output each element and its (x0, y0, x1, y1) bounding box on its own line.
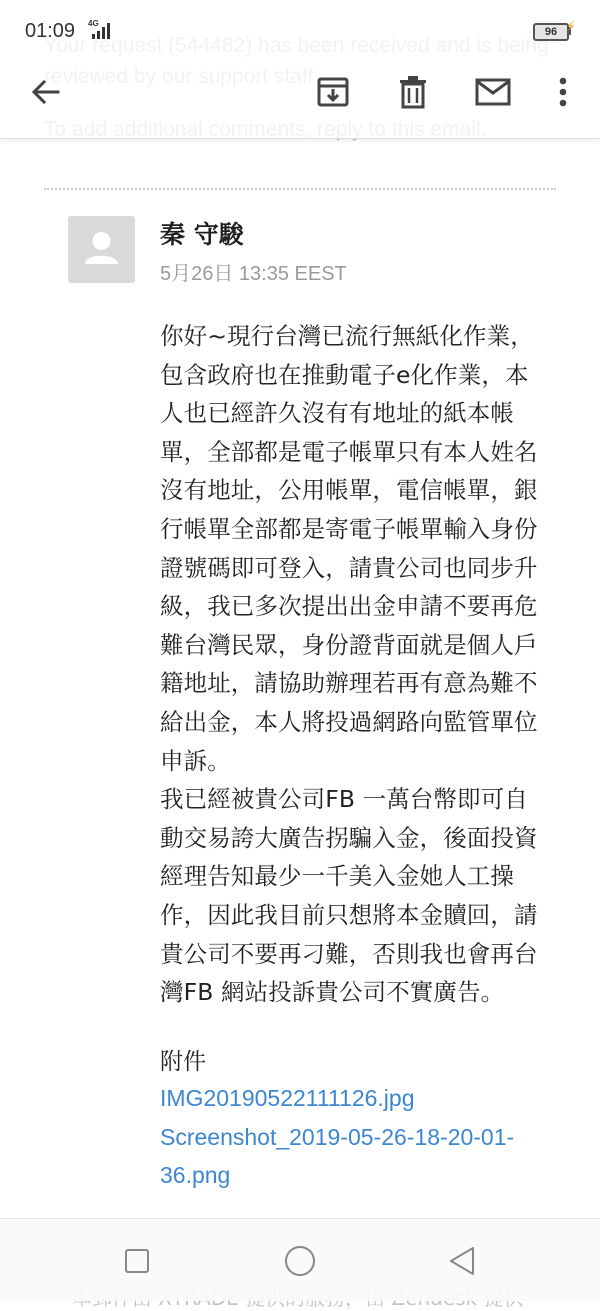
message-body-line: 我已經被貴公司FB 一萬台幣即可自 (160, 785, 528, 814)
home-icon[interactable] (278, 1239, 322, 1283)
message-body-line: 動交易誇大廣告拐騙入金，後面投資 (160, 823, 538, 852)
navigation-bar (0, 1218, 600, 1301)
message-timestamp: 5月26日 13:35 EEST (160, 263, 347, 285)
battery-indicator: 96 (533, 23, 569, 41)
message-body-line: 灣FB 網站投訴貴公司不實廣告。 (160, 978, 505, 1007)
network-type: 4G (88, 19, 99, 28)
person-icon (68, 216, 135, 283)
message-body-line: 給出金，本人將投過網路向監管單位 (160, 707, 538, 736)
attachment-link[interactable]: IMG20190522111126.jpg (160, 1085, 415, 1111)
app-bar (0, 0, 600, 139)
message-divider (44, 188, 556, 190)
avatar[interactable] (68, 216, 135, 283)
message-body (160, 317, 560, 1012)
message-body-line: 貴公司不要再刁難，否則我也會再台 (160, 939, 538, 968)
more-vert-icon[interactable] (543, 72, 583, 112)
message-body-line: 人也已經許久沒有有地址的紙本帳 (160, 399, 514, 428)
recent-apps-icon[interactable] (115, 1239, 159, 1283)
message-body-line: 沒有地址，公用帳單，電信帳單，銀 (160, 476, 538, 505)
back-triangle-icon[interactable] (440, 1239, 484, 1283)
mail-icon[interactable] (473, 72, 513, 112)
message-body-line: 經理告知最少一千美入金她人工操 (160, 862, 514, 891)
message-body-line: 證號碼即可登入，請貴公司也同步升 (160, 553, 538, 582)
signal-icon (88, 20, 114, 40)
message-body-line: 作，因此我目前只想將本金贖回，請 (160, 900, 538, 929)
attachment-link[interactable]: Screenshot_2019-05-26-18-20-01- (160, 1124, 515, 1150)
archive-icon[interactable] (313, 72, 353, 112)
message-body-line: 級，我已多次提出出金申請不要再危 (160, 592, 538, 621)
attachments-label: 附件 (160, 1049, 206, 1075)
charging-icon: ⚡ (566, 19, 576, 35)
message-body-line: 單，全部都是電子帳單只有本人姓名 (160, 437, 538, 466)
message-body-line: 難台灣民眾，身份證背面就是個人戶 (160, 630, 538, 659)
message-body-line: 行帳單全部都是寄電子帳單輸入身份 (160, 514, 538, 543)
sender-name: 秦 守駿 (160, 220, 244, 249)
attachment-link-continued[interactable]: 36.png (160, 1162, 231, 1188)
message-body-line: 申訴。 (160, 746, 231, 775)
delete-icon[interactable] (393, 72, 433, 112)
message-body-line: 包含政府也在推動電子e化作業，本 (160, 360, 529, 389)
message-body-line: 籍地址，請協助辦理若再有意為難不 (160, 669, 538, 698)
message-body-line: 你好~現行台灣已流行無紙化作業， (160, 322, 534, 350)
back-arrow-icon[interactable] (25, 72, 65, 112)
status-time: 01:09 (25, 20, 76, 42)
status-bar (0, 0, 600, 60)
